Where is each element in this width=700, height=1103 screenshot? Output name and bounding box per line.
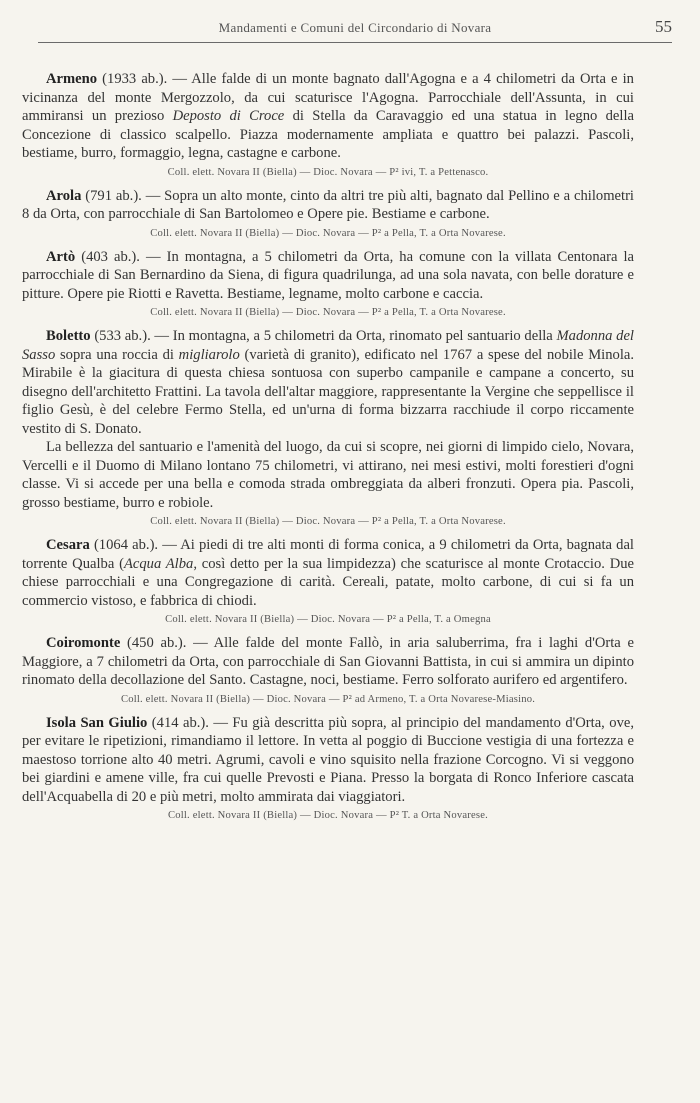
- entry-text: (varietà di granito), edificato nel 1767 a spese del nobile Minola. Mirabile è la giacitura di questa chiesa sontuosa con superbo campanile e campane a concerto, su disegno dell'architetto Frattini. La tavola dell'altar maggiore, rappresentante la Vergine che seppellisce il figlio Gesù, è del celebre Fermo Stella, ed un'urna di forma bizzarra racchiude il corpo riccamente vestito di S. Donato.: [22, 346, 635, 437]
- entry-paragraph: [22, 70, 634, 163]
- entry-text: In montagna, a 5 chilometri da Orta, ha comune con la villata Centonara la parrocchiale di San Bernardino da Siena, di figura quadrilunga, ad una sola navata, con belle dorature e pitture. Opere pie Riotti e Ravetta. Bestiame, legname, molto carbone e caccia.: [22, 248, 635, 302]
- entry-italic: migliarolo: [178, 346, 240, 363]
- entry-reference: Coll. elett. Novara II (Biella) — Dioc. Novara — P² ivi, T. a Pettenasco.: [167, 166, 489, 178]
- entry-text: Alle falde del monte Fallò, in aria saluberrima, fra i laghi d'Orta e Maggiore, a 7 chilometri da Orta, con parrocchiale di San Giovanni Battista, in cui si ammira un dipinto rinomato della decollazione del Santo. Castagne, noci, bestiame. Ferro solforato aurifero ed argentifero.: [22, 635, 634, 688]
- entry-paragraph: [22, 536, 634, 610]
- entry-population: (1933 ab.). —: [97, 71, 192, 87]
- page-body: [22, 70, 634, 830]
- entry-paragraph: [22, 634, 634, 690]
- entry-italic: Madonna del Sasso: [22, 328, 634, 363]
- entry-paragraph: [22, 248, 634, 304]
- entry-text: In montagna, a 5 chilometri da Orta, rinomato pel santuario della: [172, 328, 557, 344]
- entry-isola-san-giulio: [22, 714, 634, 824]
- entry-name: Cesara: [46, 537, 90, 553]
- entry-text: Sopra un alto monte, cinto da altri tre più alti, bagnato dal Pellino e a chilometri 8 da Orta, con parrocchiale di San Bartolomeo e Opere pie. Bestiame e carbone.: [22, 187, 634, 222]
- entry-name: Armeno: [46, 71, 98, 87]
- entry-cesara: [22, 536, 634, 627]
- entry-italic: Deposto di Croce: [172, 108, 285, 124]
- entry-paragraph-continued: La bellezza del santuario e l'amenità del luogo, da cui si scopre, nei giorni di limpido cielo, Novara, Vercelli e il Duomo di Milano lontano 75 chilometri, vi attirano, nei mesi estivi, molti forestieri d'ogni classe. Vi si accede per una bella e comoda strada ombreggiata da alberi fronzuti. Opera pia. Pascoli, grosso bestiame, burro e robiole.: [22, 439, 634, 511]
- entry-name: Artò: [46, 248, 76, 265]
- entry-name: Boletto: [46, 328, 91, 344]
- entry-paragraph: [22, 714, 634, 807]
- entry-text: , così detto per la sua limpidezza) che scaturisce al monte Crotaccio. Due chiese parrocchiali e una Congregazione di carità. Cereali, patate, molto carbone, di cui si fa un commercio vistoso, e fabbrica di chiodi.: [22, 555, 635, 609]
- entry-armeno: [22, 70, 634, 180]
- entry-reference: Coll. elett. Novara II (Biella) — Dioc. Novara — P² a Pella, T. a Orta Novarese.: [150, 227, 506, 239]
- entry-population: (450 ab.). —: [120, 635, 214, 651]
- entry-population: (414 ab.). —: [147, 714, 233, 731]
- page-number: 55: [655, 17, 672, 36]
- entry-boletto: [22, 327, 634, 529]
- entry-arto: [22, 248, 634, 321]
- entry-population: (791 ab.). —: [81, 187, 165, 204]
- entry-reference: Coll. elett. Novara II (Biella) — Dioc. Novara — P² a Pella, T. a Orta Novarese.: [150, 307, 506, 318]
- entry-reference: Coll. elett. Novara II (Biella) — Dioc. Novara — P² T. a Orta Novarese.: [168, 810, 488, 821]
- entry-text: sopra una roccia di: [55, 346, 179, 363]
- entry-text: Ai piedi di tre alti monti di forma conica, a 9 chilometri da Orta, bagnata dal torrente Qualba (: [22, 537, 634, 572]
- running-title: Mandamenti e Comuni del Circondario di Novara: [218, 20, 492, 35]
- entry-name: Isola San Giulio: [46, 714, 148, 731]
- entry-arola: [22, 187, 634, 241]
- entry-reference: Coll. elett. Novara II (Biella) — Dioc. Novara — P² a Pella, T. a Omegna: [165, 614, 491, 625]
- entry-coiromonte: [22, 634, 634, 707]
- entry-italic: Acqua Alba: [123, 555, 194, 572]
- entry-text: Fu già descritta più sopra, al principio del mandamento d'Orta, ove, per evitare le ripetizioni, rimandiamo il lettore. In vetta al poggio di Buccione vestigia di una fortezza e maestoso torrione alto 40 metri. Agrumi, cavoli e vino squisito nella frazione Corcogno. Vi si veggono bei giardini e amene ville, fra cui quelle Prevosti e Piana. Presso la borgata di Ronco Inferiore cascata dell'Acquabella di 20 e più metri, molto ammirata dai viaggiatori.: [22, 714, 634, 805]
- entry-population: (533 ab.). —: [90, 328, 173, 344]
- entry-name: Coiromonte: [46, 635, 121, 651]
- page-header: [38, 18, 672, 43]
- entry-paragraph: [22, 327, 634, 438]
- entry-name: Arola: [46, 187, 82, 204]
- entry-reference: Coll. elett. Novara II (Biella) — Dioc. Novara — P² ad Armeno, T. a Orta Novarese-Miasino.: [120, 693, 536, 705]
- entry-reference: Coll. elett. Novara II (Biella) — Dioc. Novara — P² a Pella, T. a Orta Novarese.: [150, 516, 506, 527]
- entry-paragraph: [22, 187, 634, 224]
- entry-text: Alle falde di un monte bagnato dall'Agogna e a 4 chilometri da Orta e in vicinanza del monte Mergozzolo, da cui scaturisce l'Agogna. Parrocchiale dell'Assunta, in cui ammiransi un prezioso: [22, 71, 634, 124]
- entry-population: (403 ab.). —: [75, 248, 167, 265]
- entry-population: (1064 ab.). —: [89, 537, 181, 553]
- entry-text: di Stella da Caravaggio ed una statua in legno della Concezione di classico scalpello. Piazza modernamente ampliata e quattro bei palazzi. Pascoli, bestiame, burro, formaggio, legna, castagne e carbone.: [22, 108, 634, 161]
